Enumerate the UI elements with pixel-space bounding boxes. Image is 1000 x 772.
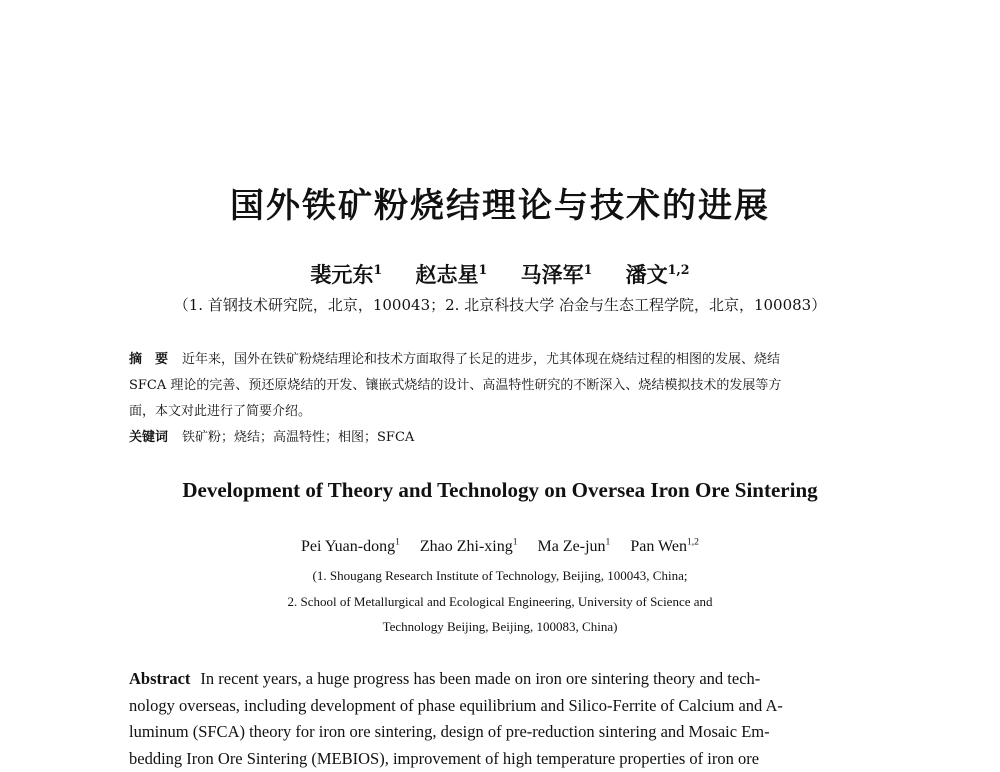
affiliation-en-line: 2. School of Metallurgical and Ecological Engineering, University of Science and [0,594,1000,610]
affiliation-en-line: (1. Shougang Research Institute of Technology, Beijing, 100043, China; [0,568,1000,584]
author-name: Zhao Zhi-xing [420,538,513,555]
abstract-en-text: In recent years, a huge progress has been made on iron ore sintering theory and tech- [200,669,760,688]
affiliation-cn: （1. 首钢技术研究院，北京，100043；2. 北京科技大学 冶金与生态工程学院，北京，100083） [0,294,1000,315]
author-cn [310,262,382,287]
author-en [420,538,518,555]
abstract-label-cn: 摘 要 [129,352,168,367]
abstract-cn-text: 近年来，国外在铁矿粉烧结理论和技术方面取得了长足的进步，尤其体现在烧结过程的相图的发展、烧结 [182,352,780,367]
abstract-en-line [129,666,887,693]
affiliation-en-line: Technology Beijing, Beijing, 100083, China) [0,619,1000,635]
author-name: 赵志星 [416,262,479,287]
abstract-en-line: bedding Iron Ore Sintering (MEBIOS), improvement of high temperature properties of iron ore [129,746,887,772]
author-affiliation-mark: 1,2 [687,537,699,548]
paper-title-cn: 国外铁矿粉烧结理论与技术的进展 [0,178,1000,227]
author-cn [626,262,690,287]
abstract-cn-line: 面，本文对此进行了简要介绍。 [129,399,889,425]
author-list-en [0,538,1000,556]
author-en [538,538,611,555]
author-name: Pei Yuan-dong [301,538,395,555]
abstract-en-line: nology overseas, including development of phase equilibrium and Silico-Ferrite of Calcium and A- [129,693,887,720]
author-name: 马泽军 [521,262,584,287]
abstract-label-en: Abstract [129,669,190,688]
abstract-cn-line [129,347,889,373]
author-name: 潘文 [626,262,668,287]
author-name: Ma Ze-jun [538,538,606,555]
author-list-cn [0,259,1000,289]
author-en [630,538,699,555]
keywords-cn [129,425,889,451]
author-affiliation-mark: 1 [584,262,593,277]
abstract-cn-line: SFCA 理论的完善、预还原烧结的开发、镶嵌式烧结的设计、高温特性研究的不断深入、烧结模拟技术的发展等方 [129,373,889,399]
author-affiliation-mark: 1,2 [668,262,690,277]
abstract-en-line: luminum (SFCA) theory for iron ore sintering, design of pre-reduction sintering and Mosaic Em- [129,719,887,746]
abstract-cn [129,347,889,451]
author-affiliation-mark: 1 [479,262,488,277]
author-affiliation-mark: 1 [395,537,400,548]
author-en [301,538,400,555]
author-name: Pan Wen [630,538,687,555]
paper-title-en: Development of Theory and Technology on Oversea Iron Ore Sintering [0,478,1000,503]
author-name: 裴元东 [310,262,373,287]
author-affiliation-mark: 1 [513,537,518,548]
author-affiliation-mark: 1 [606,537,611,548]
author-cn [416,262,488,287]
author-cn [521,262,593,287]
abstract-en [129,666,887,772]
keywords-label-cn: 关键词 [129,430,168,445]
keywords-text-cn: 铁矿粉；烧结；高温特性；相图；SFCA [182,430,414,445]
author-affiliation-mark: 1 [373,262,382,277]
